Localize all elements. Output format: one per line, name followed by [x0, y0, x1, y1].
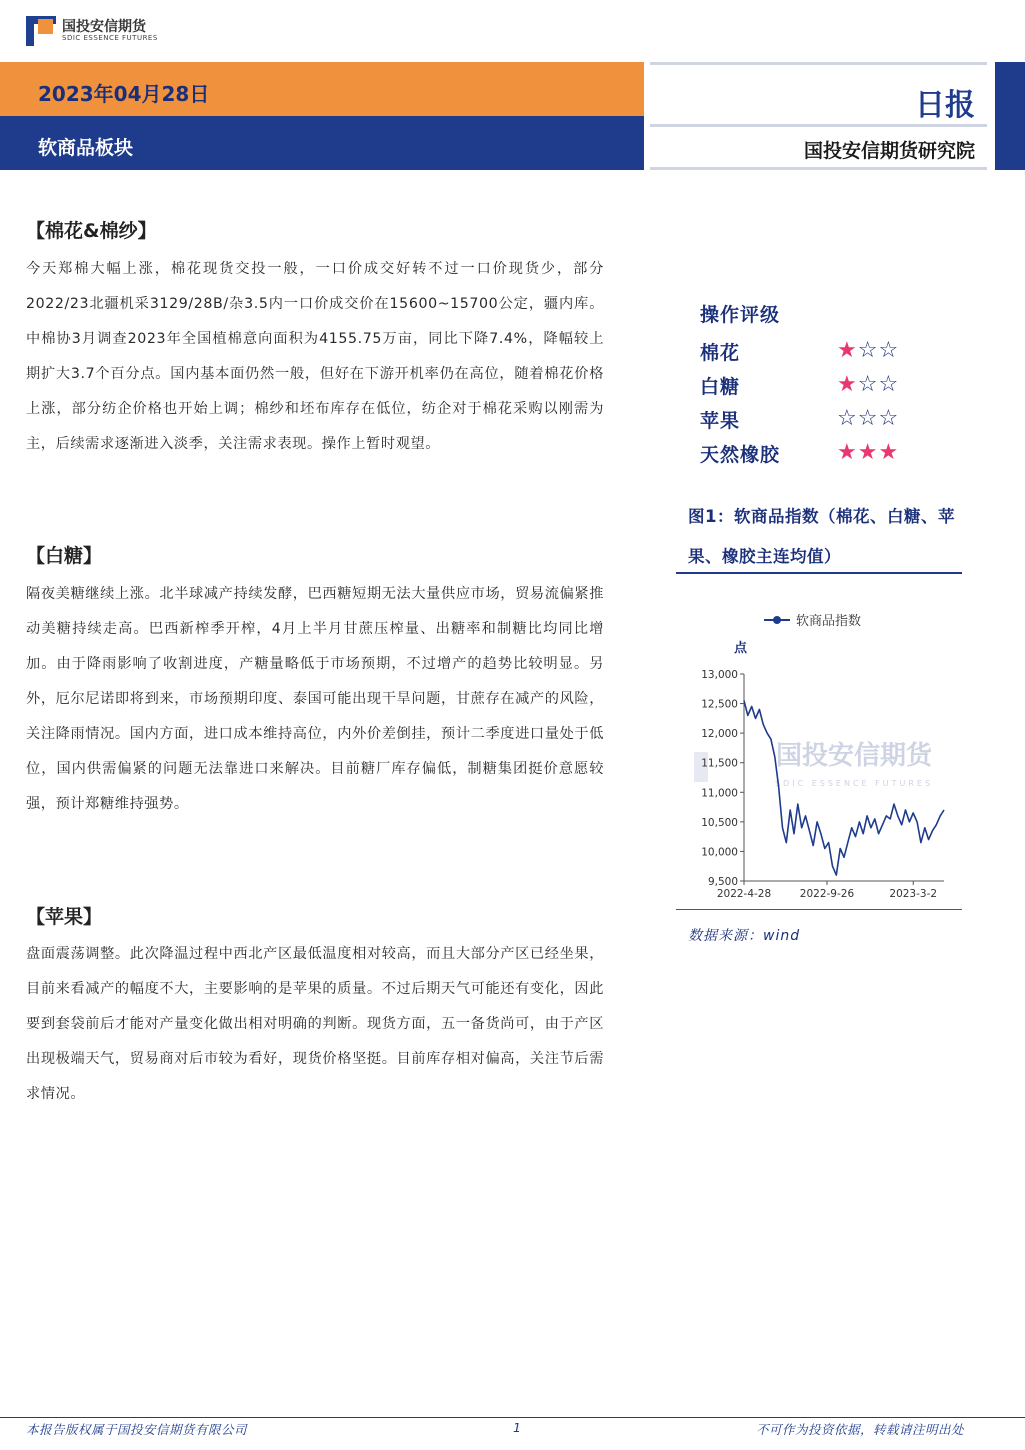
- logo-mark-icon: [26, 16, 56, 46]
- section-body-sugar: 隔夜美糖继续上涨。北半球减产持续发酵，巴西糖短期无法大量供应市场，贸易流偏紧推动美糖持续走高。巴西新榨季开榨，4月上半月甘蔗压榨量、出糖率和制糖比均同比增加。由于降雨影响了收割进度，产糖量略低于市场预期，不过增产的趋势比较明显。另外，厄尔尼诺即将到来，市场预期印度、泰国可能出现干旱问题，甘蔗存在减产的风险，关注降雨情况。国内方面，进口成本维持高位，内外价差倒挂，预计二季度进口量处于低位，国内供需偏紧的问题无法靠进口来解决。目前糖厂库存偏低，制糖集团挺价意愿较强，预计郑糖维持强势。: [26, 586, 604, 812]
- legend-label: 软商品指数: [796, 614, 862, 629]
- section-title-cotton: 【棉花&棉纱】: [26, 220, 157, 242]
- x-tick-label: 2022-9-26: [799, 888, 855, 900]
- y-tick-label: 12,000: [701, 728, 738, 741]
- star-rating-icon: [837, 374, 899, 396]
- section-title-sugar: 【白糖】: [26, 545, 103, 567]
- section-title-apple: 【苹果】: [26, 906, 103, 928]
- section-body-apple: 盘面震荡调整。此次降温过程中西北产区最低温度相对较高，而且大部分产区已经坐果，目前来看减产的幅度不大，主要影响的是苹果的质量。不过后期天气可能还有变化，因此要到套袋前后才能对产量变化做出相对明确的判断。现货方面，五一备货尚可，由于产区出现极端天气，贸易商对后市较为看好，现货价格坚挺。目前库存相对偏高，关注节后需求情况。: [26, 946, 604, 1102]
- data-source: 数据来源：wind: [688, 928, 801, 944]
- header-right-panel: [650, 62, 987, 170]
- header-edge-block: [995, 62, 1025, 170]
- watermark-text-en: SDIC ESSENCE FUTURES: [774, 779, 934, 788]
- report-sector: 软商品板块: [38, 137, 134, 159]
- star-rating-icon: [837, 408, 899, 430]
- rating-row-sugar: [700, 368, 930, 402]
- header-rule-middle: [650, 124, 987, 127]
- soft-commodity-index-chart: [676, 600, 962, 910]
- figure-rule: [676, 572, 962, 574]
- logo-name-cn: 国投安信期货: [62, 18, 146, 35]
- star-empty-icon: ☆: [837, 406, 858, 431]
- x-tick-label: 2023-3-2: [889, 888, 938, 900]
- footer-copyright: 本报告版权属于国投安信期货有限公司: [26, 1422, 248, 1437]
- y-tick-label: 10,000: [701, 846, 738, 859]
- rating-name: 天然橡胶: [700, 443, 781, 466]
- header-rule-bottom: [650, 167, 987, 170]
- star-filled-icon: ★: [837, 440, 858, 465]
- star-empty-icon: ☆: [857, 338, 879, 363]
- y-tick-label: 10,500: [701, 816, 738, 829]
- star-rating-icon: [837, 340, 899, 362]
- star-empty-icon: ☆: [878, 406, 900, 431]
- rating-row-rubber: [700, 436, 930, 470]
- x-tick-label: 2022-4-28: [716, 888, 772, 900]
- rating-row-apple: [700, 402, 930, 436]
- star-empty-icon: ☆: [878, 338, 900, 363]
- y-tick-label: 9,500: [707, 876, 738, 888]
- star-filled-icon: ★: [878, 440, 900, 465]
- rating-name: 棉花: [700, 341, 741, 364]
- figure-title: 图1：软商品指数（棉花、白糖、苹果、橡胶主连均值）: [688, 507, 955, 566]
- chart-bottom-rule: [676, 909, 962, 910]
- star-empty-icon: ☆: [878, 372, 900, 397]
- star-empty-icon: ☆: [857, 406, 879, 431]
- star-filled-icon: ★: [837, 372, 858, 397]
- star-filled-icon: ★: [837, 338, 858, 363]
- rating-title: 操作评级: [700, 304, 781, 326]
- institute-name: 国投安信期货研究院: [803, 140, 975, 162]
- legend-marker-icon: [773, 616, 781, 624]
- star-filled-icon: ★: [857, 440, 879, 465]
- report-type: 日报: [915, 88, 975, 123]
- report-date: 2023年04月28日: [38, 82, 210, 106]
- y-axis-label: 点: [734, 641, 748, 656]
- y-tick-label: 13,000: [701, 669, 738, 681]
- footer-disclaimer: 不可作为投资依据，转载请注明出处: [756, 1422, 965, 1437]
- page-number: 1: [513, 1420, 522, 1435]
- rating-name: 白糖: [700, 375, 741, 398]
- section-body-cotton: 今天郑棉大幅上涨，棉花现货交投一般，一口价成交好转不过一口价现货少，部分2022/23北疆机采3129/28B/杂3.5内一口价成交价在15600~15700公定，疆内库。中棉协3月调查2023年全国植棉意向面积为4155.75万亩，同比下降7.4%，降幅较上期扩大3.7个百分点。国内基本面仍然一般，但好在下游开机率仍在高位，随着棉花价格上涨，部分纺企价格也开始上调；棉纱和坯布库存在低位，纺企对于棉花采购以刚需为主，后续需求逐渐进入淡季，关注需求表现。操作上暂时观望。: [26, 261, 604, 452]
- y-tick-label: 11,500: [701, 757, 738, 770]
- rating-name: 苹果: [700, 409, 741, 432]
- logo-name-en: SDIC ESSENCE FUTURES: [62, 33, 158, 42]
- header-rule-top: [650, 62, 987, 65]
- company-logo: [26, 16, 158, 46]
- star-empty-icon: ☆: [857, 372, 879, 397]
- operation-rating: [700, 300, 930, 470]
- footer-rule: [0, 1417, 1025, 1418]
- rating-row-cotton: [700, 334, 930, 368]
- y-tick-label: 12,500: [701, 698, 738, 711]
- y-tick-label: 11,000: [701, 787, 738, 800]
- star-rating-icon: [837, 442, 899, 464]
- watermark-text: 国投安信期货: [775, 741, 933, 771]
